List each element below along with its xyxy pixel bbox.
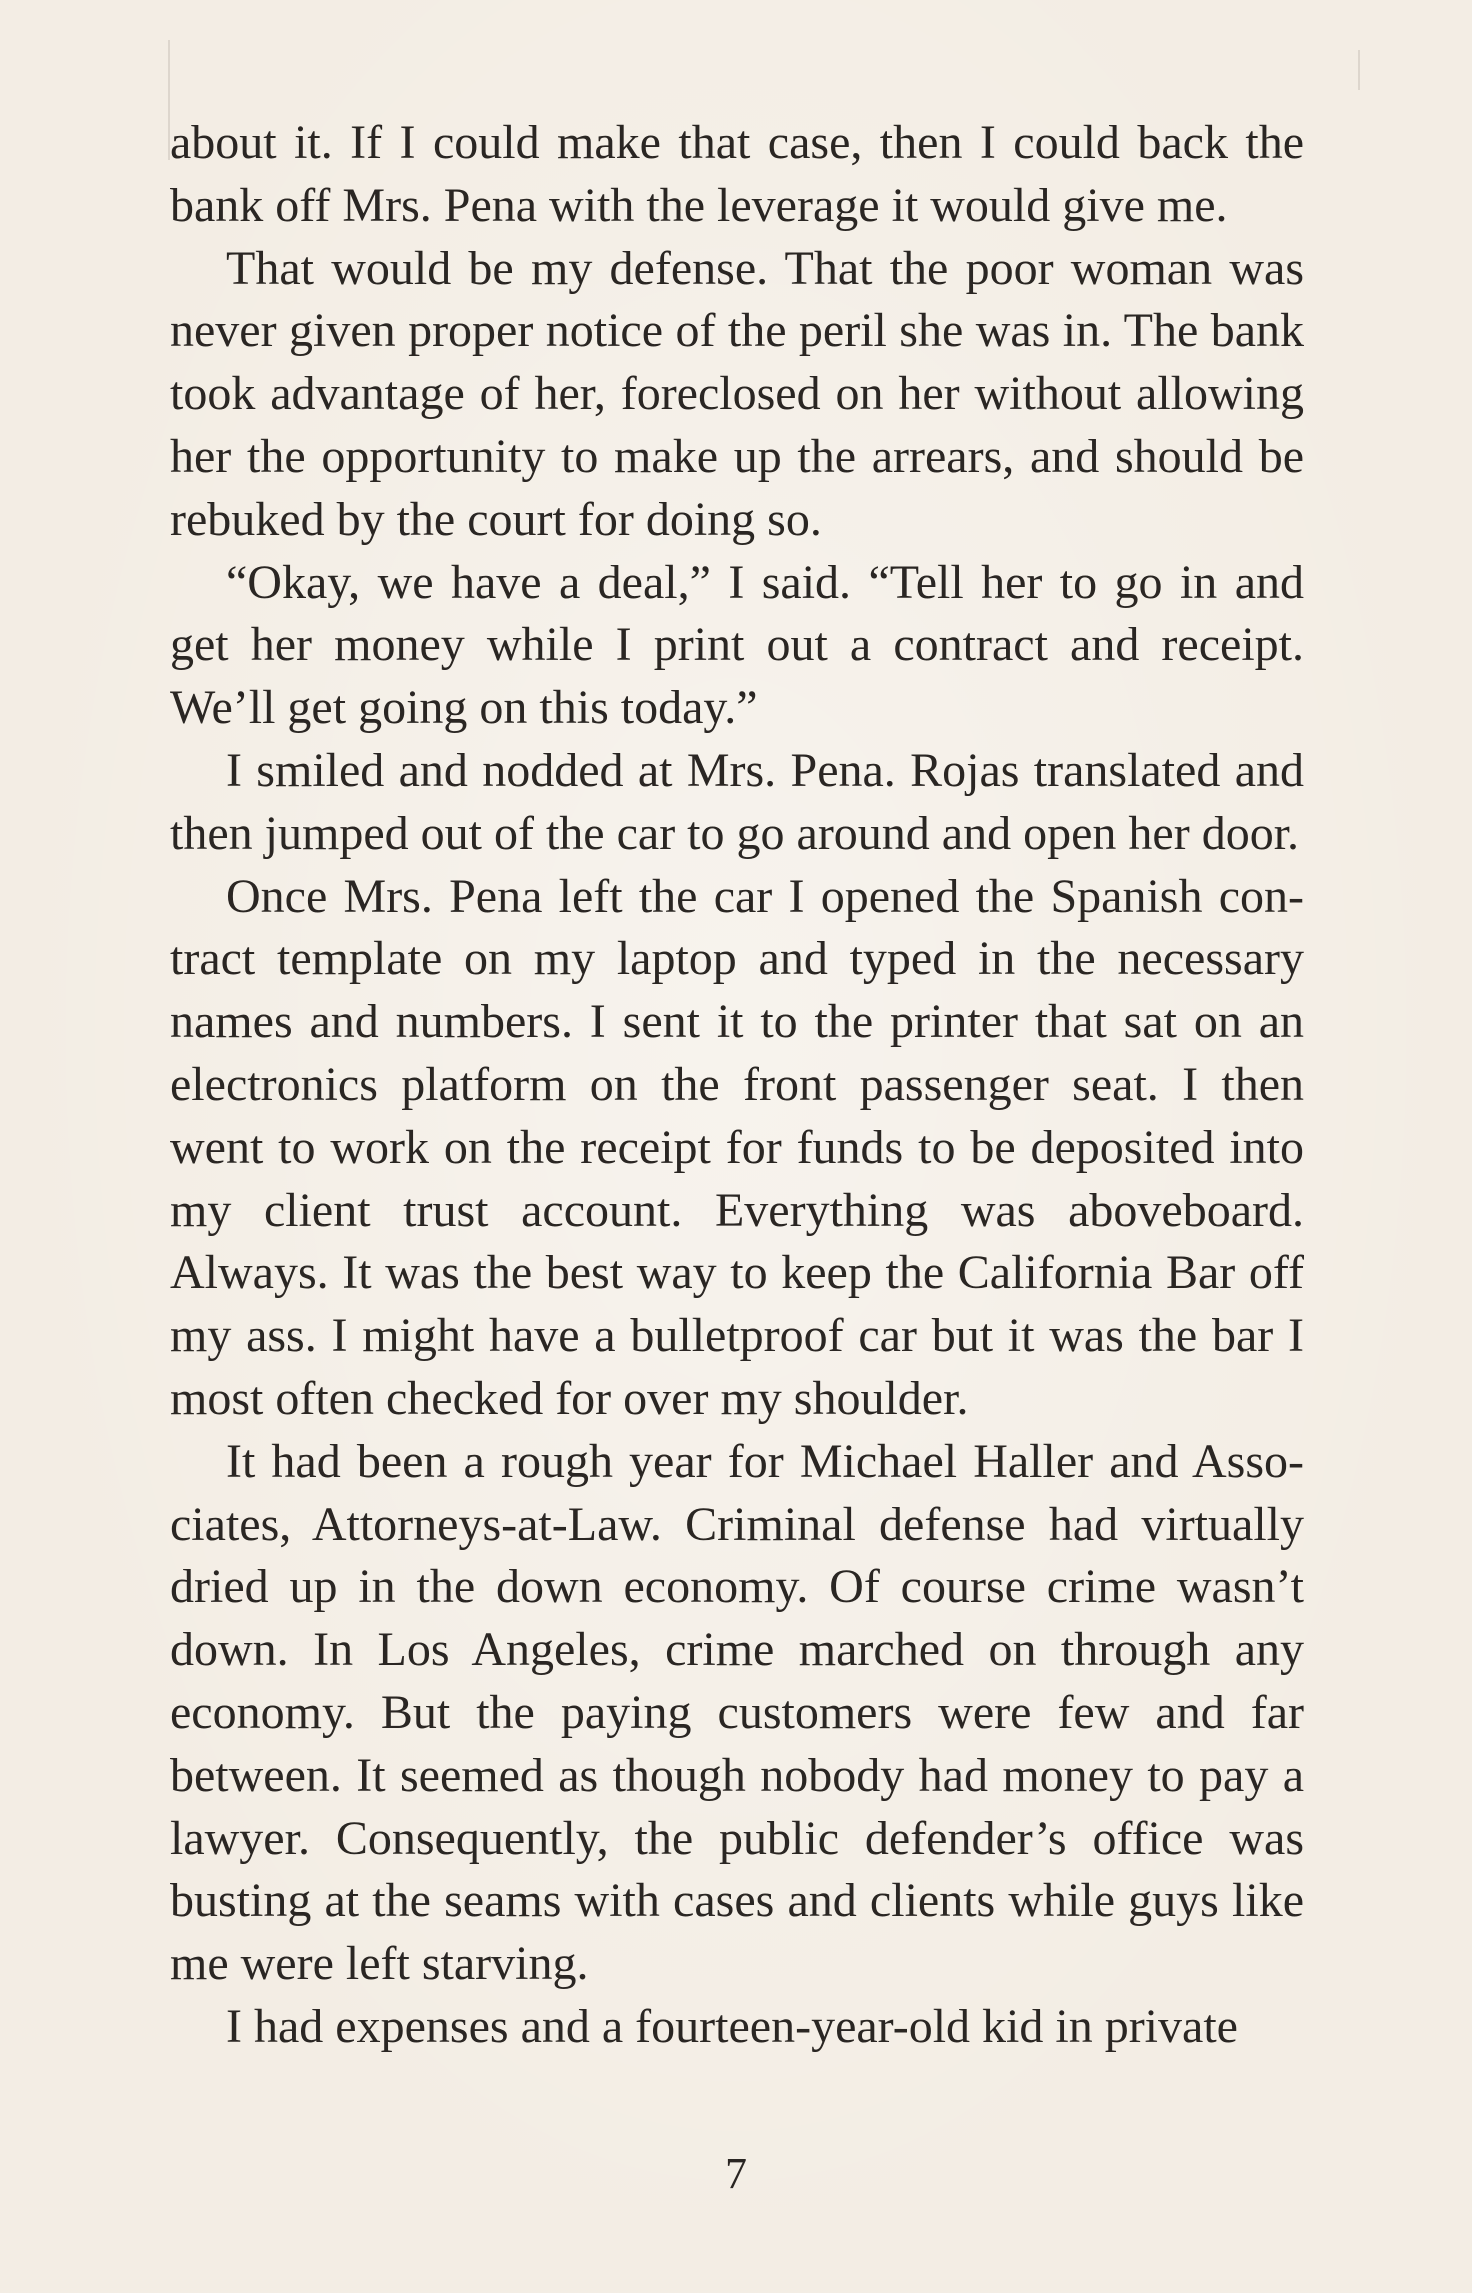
paragraph: It had been a rough year for Michael Haller and Associates, Attorneys-at-Law. Criminal defense had virtually dried up in the down economy. Of course crime wasn’t down. In Los Angeles, crime marched on through any economy. But the paying customers were few and far between. It seemed as though nobody had money to pay a lawyer. Consequently, the public defender’s office was busting at the seams with cases and clients while guys like me were left starving. [170,1434,1304,1991]
paragraph: I had expenses and a fourteen-year-old kid in private [226,1999,1238,2053]
paragraph: “Okay, we have a deal,” I said. “Tell her to go in and get her money while I print out a contract and receipt. We’ll get going on this today.” [170,555,1304,735]
paper-crease [1358,50,1360,90]
page-number: 7 [725,2149,747,2198]
paragraph: I smiled and nodded at Mrs. Pena. Rojas translated and then jumped out of the car to go around and open her door. [170,743,1304,860]
body-text [170,112,1304,2059]
paragraph-continuation: about it. If I could make that case, then I could back the bank off Mrs. Pena with the leverage it would give me. [170,116,1304,232]
paragraph: Once Mrs. Pena left the car I opened the Spanish contract template on my laptop and typed in the necessary names and numbers. I sent it to the printer that sat on an electronics platform on the front passenger seat. I then went to work on the receipt for funds to be deposited into my client trust account. Everything was aboveboard. Always. It was the best way to keep the California Bar off my ass. I might have a bulletproof car but it was the bar I most often checked for over my shoulder. [170,869,1304,1425]
paragraph: That would be my defense. That the poor woman was never given proper notice of the peril she was in. The bank took advantage of her, foreclosed on her without allowing her the opportunity to make up the arrears, and should be rebuked by the court for doing so. [170,241,1304,546]
